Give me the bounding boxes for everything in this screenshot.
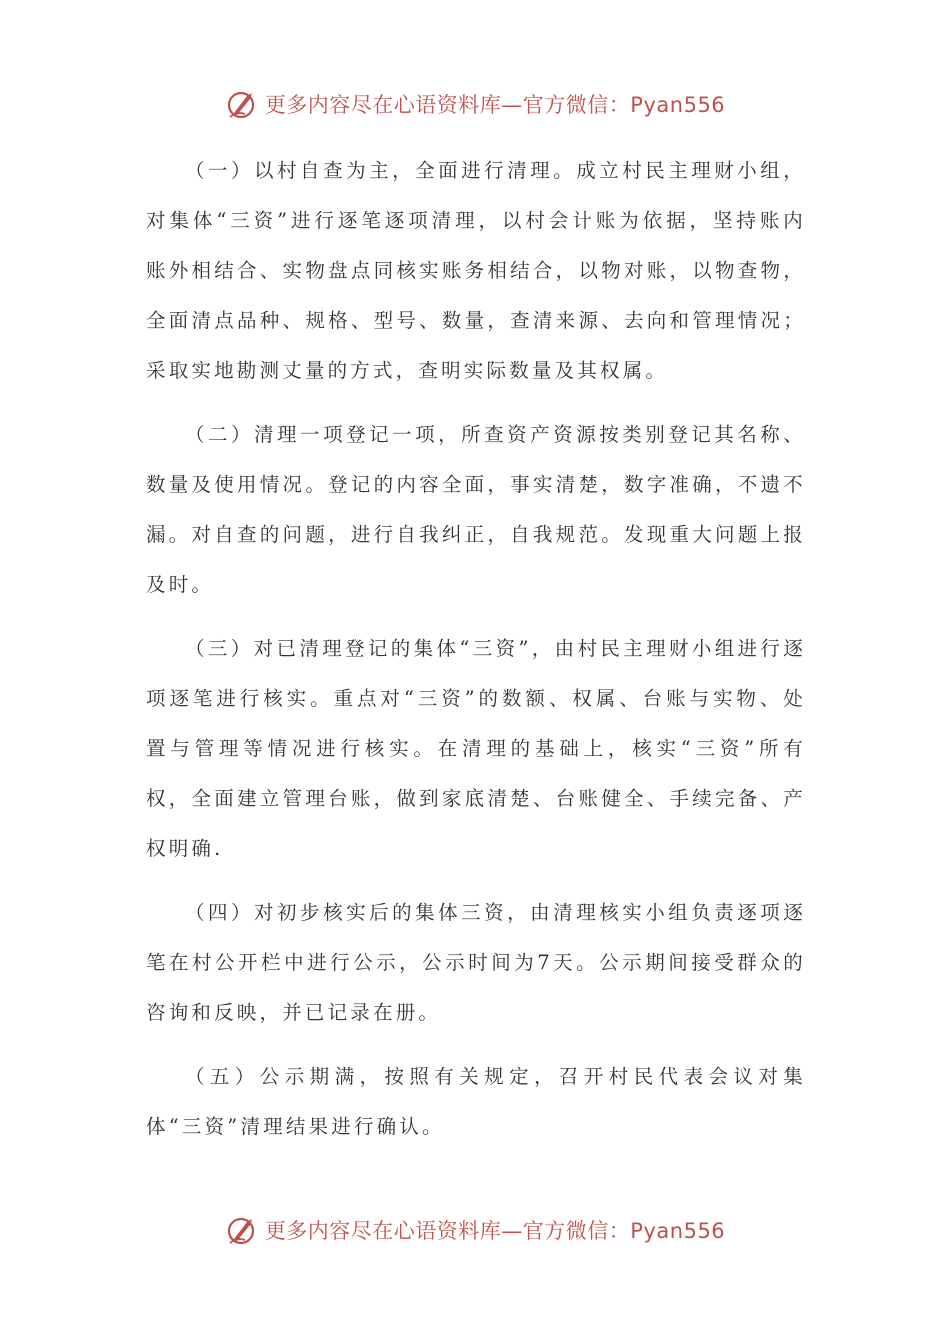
header-banner [0,84,950,124]
pen-logo-icon [225,1213,259,1247]
pen-logo-icon [225,87,259,121]
banner-text: 更多内容尽在心语资料库—官方微信：Pyan556 [264,93,726,117]
paragraph-3: （三）对已清理登记的集体“三资”，由村民主理财小组进行逐项逐笔进行核实。重点对“三资”的数额、权属、台账与实物、处置与管理等情况进行核实。在清理的基础上，核实“三资”所有权，全面建立管理台账，做到家底清楚、台账健全、手续完备、产权明确. [146,637,806,860]
banner-text: 更多内容尽在心语资料库—官方微信：Pyan556 [264,1219,726,1243]
paragraph-5: （五）公示期满，按照有关规定，召开村民代表会议对集体“三资”清理结果进行确认。 [146,1065,806,1138]
document-body [146,146,806,1166]
paragraph-1: （一）以村自查为主，全面进行清理。成立村民主理财小组，对集体“三资”进行逐笔逐项清理，以村会计账为依据，坚持账内账外相结合、实物盘点同核实账务相结合，以物对账，以物查物，全面清点品种、规格、型号、数量，查清来源、去向和管理情况；采取实地勘测丈量的方式，查明实际数量及其权属。 [146,159,806,382]
paragraph-4: （四）对初步核实后的集体三资，由清理核实小组负责逐项逐笔在村公开栏中进行公示，公示时间为7天。公示期间接受群众的咨询和反映，并已记录在册。 [146,901,806,1024]
footer-banner [0,1210,950,1250]
paragraph-2: （二）清理一项登记一项，所查资产资源按类别登记其名称、数量及使用情况。登记的内容全面，事实清楚，数字准确，不遗不漏。对自查的问题，进行自我纠正，自我规范。发现重大问题上报及时。 [146,423,806,596]
